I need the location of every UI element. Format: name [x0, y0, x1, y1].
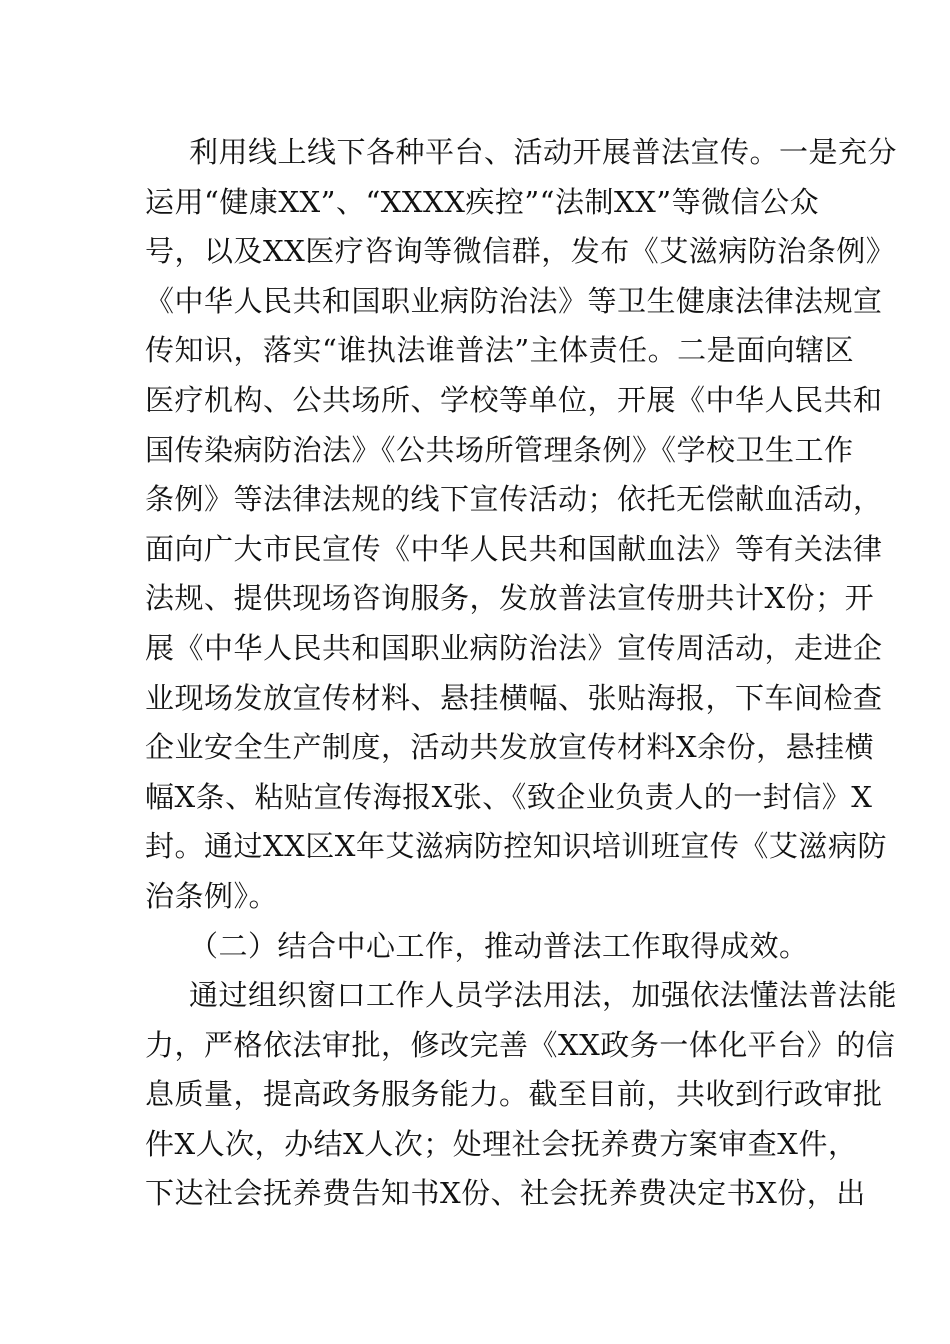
paragraph-line: 力，严格依法审批，修改完善《XX政务一体化平台》的信: [145, 1027, 896, 1062]
paragraph-line: 件X人次，办结X人次；处理社会抚养费方案审查X件，: [145, 1126, 858, 1161]
paragraph-line: 《中华人民共和国职业病防治法》等卫生健康法律法规宣: [145, 283, 883, 318]
paragraph-line: 条例》等法律法规的线下宣传活动；依托无偿献血活动，: [145, 482, 883, 517]
paragraph-line: 展《中华人民共和国职业病防治法》宣传周活动，走进企: [145, 630, 883, 665]
paragraph-2: [145, 971, 898, 1219]
paragraph-line: 运用“健康XX”、“XXXX疾控”“法制XX”等微信公众: [145, 184, 820, 219]
paragraph-line: 幅X条、粘贴宣传海报X张、《致企业负责人的一封信》X: [145, 779, 873, 814]
paragraph-line: 业现场发放宣传材料、悬挂横幅、张贴海报，下车间检查: [145, 680, 883, 715]
paragraph-line: 治条例》。: [145, 878, 279, 913]
paragraph-line: 下达社会抚养费告知书X份、社会抚养费决定书X份，出: [145, 1176, 866, 1211]
paragraph-line: 号，以及XX医疗咨询等微信群，发布《艾滋病防治条例》: [145, 234, 896, 269]
paragraph-line: 企业安全生产制度，活动共发放宣传材料X余份，悬挂横: [145, 730, 875, 765]
section-heading: （二）结合中心工作，推动普法工作取得成效。: [189, 928, 809, 963]
paragraph-line: 国传染病防治法》《公共场所管理条例》《学校卫生工作: [145, 432, 854, 467]
paragraph-line: 面向广大市民宣传《中华人民共和国献血法》等有关法律: [145, 531, 883, 566]
paragraph-line: 封。通过XX区X年艾滋病防控知识培训班宣传《艾滋病防: [145, 829, 887, 864]
paragraph-line: 利用线上线下各种平台、活动开展普法宣传。一是充分: [189, 135, 898, 169]
paragraph-line: 法规、提供现场咨询服务，发放普法宣传册共计X份；开: [145, 581, 875, 616]
paragraph-line: 通过组织窗口工作人员学法用法，加强依法懂法普法能: [189, 978, 898, 1013]
paragraph-line: 息质量，提高政务服务能力。截至目前，共收到行政审批: [145, 1077, 883, 1112]
paragraph-line: 医疗机构、公共场所、学校等单位，开展《中华人民共和: [145, 382, 883, 417]
paragraph-1: [145, 128, 898, 922]
document-page: [145, 128, 898, 1219]
paragraph-line: 传知识，落实“谁执法谁普法”主体责任。二是面向辖区: [145, 333, 855, 368]
